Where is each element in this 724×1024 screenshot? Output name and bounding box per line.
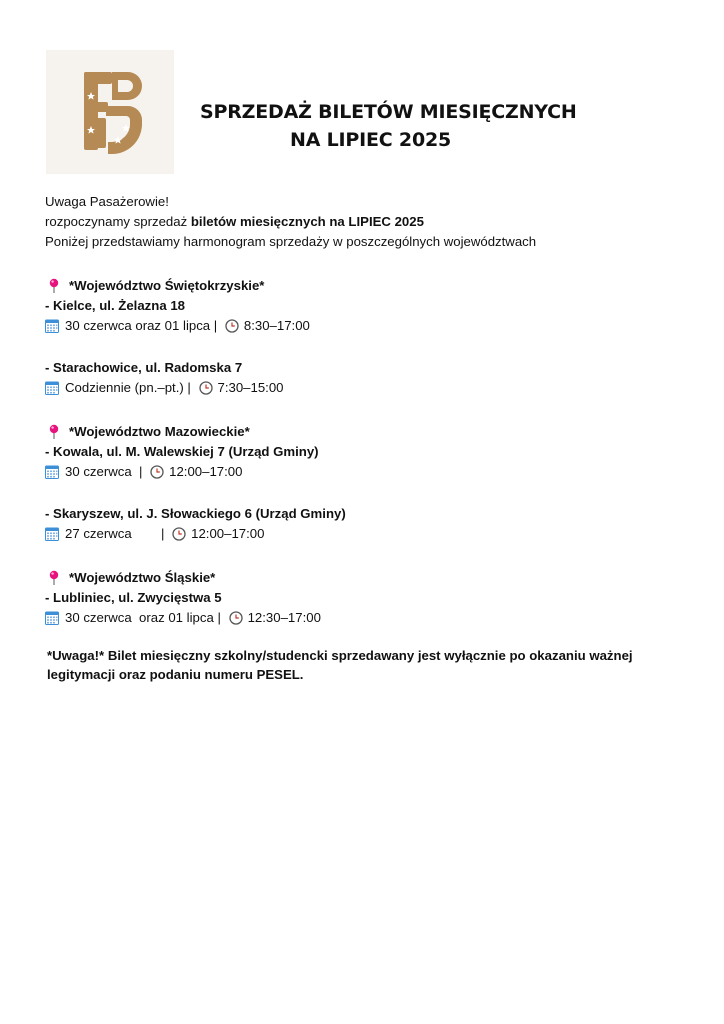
title-line-1: SPRZEDAŻ BILETÓW MIESIĘCZNYCH <box>200 101 577 123</box>
location-address: - Starachowice, ul. Radomska 7 <box>45 360 243 375</box>
region-name: *Województwo Świętokrzyskie* <box>69 278 265 293</box>
map-pin-icon <box>48 424 60 440</box>
clock-icon <box>150 465 164 479</box>
region-heading-swietokrzyskie <box>45 276 685 296</box>
map-pin-icon <box>48 570 60 586</box>
schedule-hours: 12:00–17:00 <box>169 464 243 479</box>
calendar-icon <box>45 381 59 395</box>
schedule-dates: 30 czerwca | <box>65 464 147 479</box>
intro-announcement-prefix: rozpoczynamy sprzedaż <box>45 214 191 229</box>
location-schedule <box>45 462 685 482</box>
map-pin-icon <box>48 278 60 294</box>
location-address: - Kielce, ul. Żelazna 18 <box>45 298 185 313</box>
calendar-icon <box>45 527 59 541</box>
region-name: *Województwo Mazowieckie* <box>69 424 250 439</box>
region-name: *Województwo Śląskie* <box>69 570 216 585</box>
clock-icon <box>229 611 243 625</box>
schedule-dates: 30 czerwca oraz 01 lipca | <box>65 318 221 333</box>
schedule-hours: 8:30–17:00 <box>243 318 310 333</box>
calendar-icon <box>45 611 59 625</box>
location-address: - Kowala, ul. M. Walewskiej 7 (Urząd Gminy) <box>45 444 319 459</box>
title-line-2: NA LIPIEC 2025 <box>290 129 452 151</box>
location-address: - Skaryszew, ul. J. Słowackiego 6 (Urząd Gminy) <box>45 506 346 521</box>
document-body <box>45 192 685 684</box>
schedule-hours: 12:30–17:00 <box>247 610 321 625</box>
region-heading-mazowieckie <box>45 422 685 442</box>
intro-schedule-line: Poniżej przedstawiamy harmonogram sprzedaży w poszczególnych województwach <box>45 234 537 249</box>
schedule-dates: 30 czerwca oraz 01 lipca | <box>65 610 225 625</box>
schedule-dates: 27 czerwca | <box>65 526 169 541</box>
calendar-icon <box>45 465 59 479</box>
region-heading-slaskie <box>45 568 685 588</box>
location-schedule <box>45 316 685 336</box>
schedule-dates: Codziennie (pn.–pt.) | <box>65 380 195 395</box>
pesel-notice: *Uwaga!* Bilet miesięczny szkolny/studencki sprzedawany jest wyłącznie po okazaniu ważnej legitymacji oraz podaniu numeru PESEL. <box>47 648 633 682</box>
page-title <box>200 98 620 154</box>
clock-icon <box>199 381 213 395</box>
location-schedule <box>45 608 685 628</box>
intro-greeting: Uwaga Pasażerowie! <box>45 194 169 209</box>
location-schedule <box>45 524 685 544</box>
location-address: - Lubliniec, ul. Zwycięstwa 5 <box>45 590 222 605</box>
intro <box>45 192 685 252</box>
location-schedule <box>45 378 685 398</box>
intro-announcement <box>45 212 685 232</box>
schedule-hours: 12:00–17:00 <box>191 526 265 541</box>
intro-announcement-bold: biletów miesięcznych na LIPIEC 2025 <box>190 214 424 229</box>
schedule-hours: 7:30–15:00 <box>217 380 284 395</box>
clock-icon <box>225 319 239 333</box>
fbp-logo-icon <box>46 50 174 174</box>
calendar-icon <box>45 319 59 333</box>
clock-icon <box>172 527 186 541</box>
logo <box>46 50 174 174</box>
